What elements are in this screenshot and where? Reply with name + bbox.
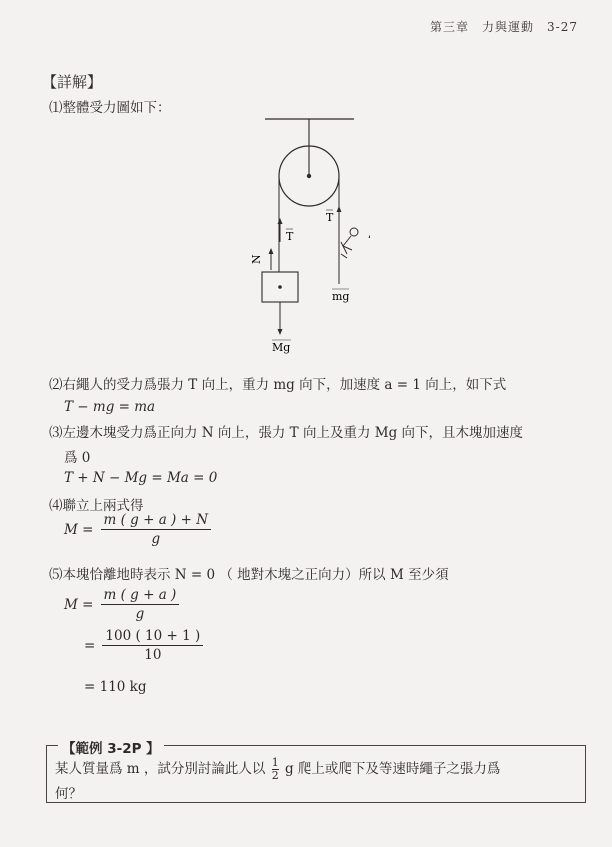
eq4-lhs: M = (64, 597, 94, 613)
eq3-fraction (101, 512, 212, 547)
eq5-denominator: 10 (144, 647, 162, 663)
step-4-text: ⑷聯立上兩式得 (49, 498, 144, 514)
equation-3 (64, 512, 211, 547)
example-frac-den: 2 (271, 769, 279, 782)
eq5-lhs: = (84, 638, 96, 654)
label-T-right: T (326, 211, 334, 224)
label-mg: mg (332, 290, 350, 303)
label-T-left: T (286, 230, 294, 243)
eq5-numerator: 100 ( 10 + 1 ) (102, 628, 203, 646)
equation-1: T − mg = ma (64, 399, 156, 415)
person-figure (341, 228, 358, 258)
eq4-denominator: g (135, 606, 145, 622)
equation-2: T + N − Mg = Ma = 0 (64, 470, 218, 486)
eq4-fraction (101, 587, 180, 622)
eq5-fraction (102, 628, 203, 663)
example-line-2: 何？ (55, 786, 82, 802)
step-3-line-2: 爲 0 (64, 450, 91, 466)
step-3-line-1: ⑶左邊木塊受力爲正向力 N 向上，張力 T 向上及重力 Mg 向下，且木塊加速度 (49, 425, 524, 441)
page-header: 第三章 力與運動 3-27 (430, 20, 578, 34)
step-1-text: ⑴整體受力圖如下： (49, 100, 171, 116)
label-Mg: Mg (272, 341, 291, 354)
label-N: N (250, 254, 263, 264)
step-2-text: ⑵右繩人的受力爲張力 T 向上，重力 mg 向下，加速度 a = 1 向上，如下式 (49, 377, 507, 393)
eq3-numerator: m ( g + a ) + N (101, 512, 212, 530)
eq3-lhs: M = (64, 522, 94, 538)
example-text-a: 某人質量爲 m ，試分別討論此人以 (55, 761, 266, 777)
equation-4 (64, 587, 179, 622)
example-text-b: g 爬上或爬下及等速時繩子之張力爲 (284, 761, 501, 777)
detail-heading: 【詳解】 (42, 73, 103, 91)
eq4-numerator: m ( g + a ) (101, 587, 180, 605)
block-center (278, 285, 282, 289)
step-5-text: ⑸本塊恰離地時表示 N = 0 （ 地對木塊之正向力）所以 M 至少須 (49, 567, 449, 583)
equation-6: = 110 kg (84, 679, 147, 695)
eq3-denominator: g (151, 531, 161, 547)
example-half-fraction (272, 757, 279, 782)
example-frac-num: 1 (271, 756, 279, 769)
equation-5 (84, 628, 203, 663)
example-title: 【範例 3-2P 】 (58, 737, 164, 757)
example-line-1 (55, 757, 500, 782)
pulley-axle (307, 174, 311, 178)
pulley-diagram (250, 112, 370, 362)
